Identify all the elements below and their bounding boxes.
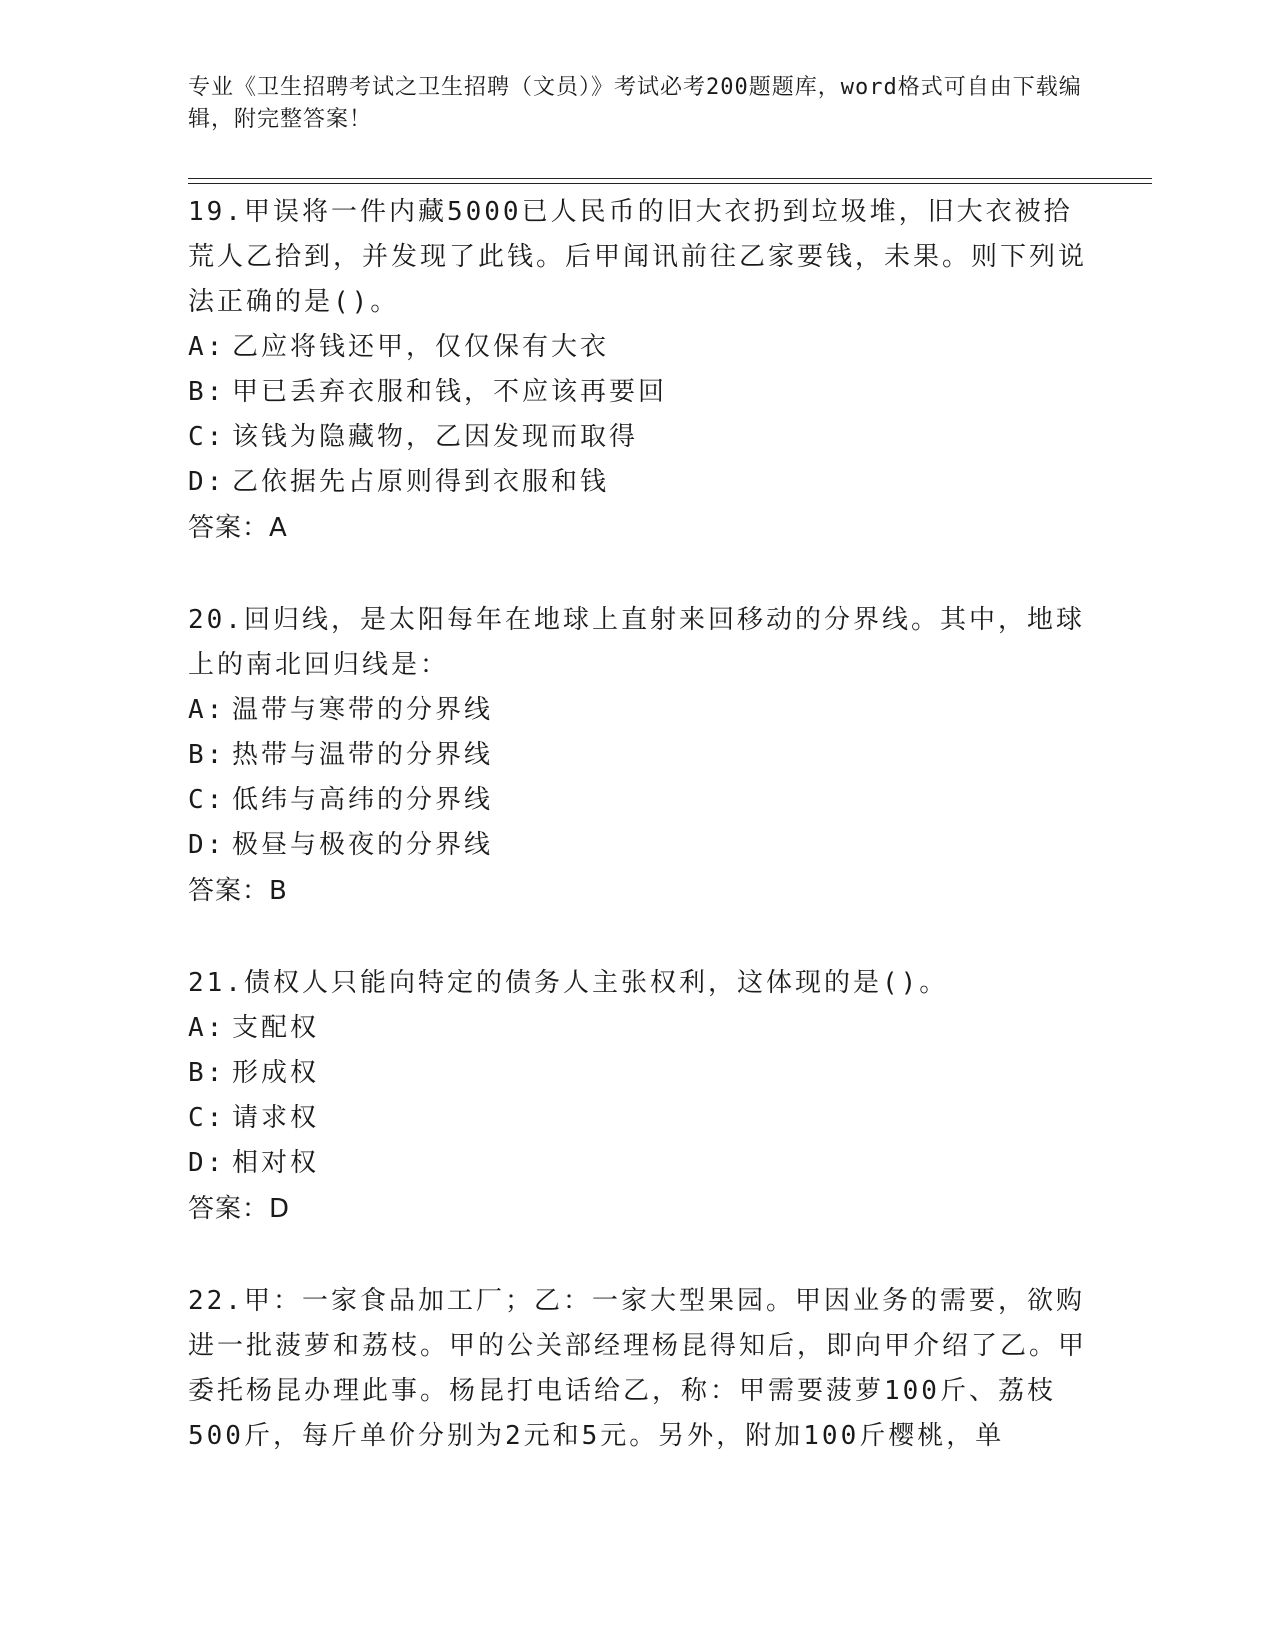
option-b	[188, 1051, 1088, 1096]
option-a	[188, 688, 1088, 733]
option-c	[188, 778, 1088, 823]
option-a	[188, 1006, 1088, 1051]
question-22	[188, 1279, 1088, 1459]
question-text: 21.债权人只能向特定的债务人主张权利，这体现的是()。	[188, 968, 949, 998]
option-text: 甲已丢弃衣服和钱，不应该再要回	[232, 377, 668, 407]
option-c	[188, 415, 1088, 460]
option-letter: D:	[188, 467, 226, 497]
option-letter: B:	[188, 1058, 226, 1088]
option-d	[188, 1141, 1088, 1186]
header-divider-bottom	[188, 183, 1152, 184]
option-letter: A:	[188, 1013, 226, 1043]
option-text: 相对权	[232, 1148, 320, 1178]
question-text: 22.甲：一家食品加工厂；乙：一家大型果园。甲因业务的需要，欲购进一批菠萝和荔枝。甲的公关部经理杨昆得知后，即向甲介绍了乙。甲委托杨昆办理此事。杨昆打电话给乙，称：甲需要菠萝100斤、荔枝500斤，每斤单价分别为2元和5元。另外，附加100斤樱桃，单	[188, 1286, 1088, 1451]
option-letter: D:	[188, 830, 226, 860]
option-text: 乙应将钱还甲，仅仅保有大衣	[232, 332, 610, 362]
option-b	[188, 370, 1088, 415]
option-letter: B:	[188, 377, 226, 407]
answer-line: 答案：A	[188, 513, 288, 543]
question-21	[188, 961, 1088, 1233]
answer-line: 答案：B	[188, 876, 288, 906]
option-letter: B:	[188, 740, 226, 770]
option-text: 乙依据先占原则得到衣服和钱	[232, 467, 610, 497]
option-letter: C:	[188, 1103, 226, 1133]
question-list	[188, 190, 1088, 1505]
option-text: 支配权	[232, 1013, 320, 1043]
option-letter: D:	[188, 1148, 226, 1178]
option-c	[188, 1096, 1088, 1141]
option-a	[188, 325, 1088, 370]
question-20	[188, 598, 1088, 915]
question-19	[188, 190, 1088, 552]
question-text: 20.回归线，是太阳每年在地球上直射来回移动的分界线。其中，地球上的南北回归线是：	[188, 605, 1085, 680]
option-text: 形成权	[232, 1058, 320, 1088]
option-letter: A:	[188, 332, 226, 362]
option-text: 热带与温带的分界线	[232, 740, 494, 770]
question-text: 19.甲误将一件内藏5000已人民币的旧大衣扔到垃圾堆，旧大衣被拾荒人乙拾到，并发现了此钱。后甲闻讯前往乙家要钱，未果。则下列说法正确的是()。	[188, 197, 1088, 317]
option-b	[188, 733, 1088, 778]
option-d	[188, 823, 1088, 868]
option-d	[188, 460, 1088, 505]
option-text: 请求权	[232, 1103, 320, 1133]
option-letter: C:	[188, 422, 226, 452]
option-text: 低纬与高纬的分界线	[232, 785, 494, 815]
answer-line: 答案：D	[188, 1194, 291, 1224]
option-text: 温带与寒带的分界线	[232, 695, 494, 725]
option-text: 极昼与极夜的分界线	[232, 830, 494, 860]
document-header	[188, 72, 1088, 136]
header-divider-top	[188, 178, 1152, 179]
option-text: 该钱为隐藏物，乙因发现而取得	[232, 422, 639, 452]
option-letter: C:	[188, 785, 226, 815]
header-title: 专业《卫生招聘考试之卫生招聘（文员）》考试必考200题题库，word格式可自由下载编辑，附完整答案！	[188, 75, 1082, 132]
option-letter: A:	[188, 695, 226, 725]
